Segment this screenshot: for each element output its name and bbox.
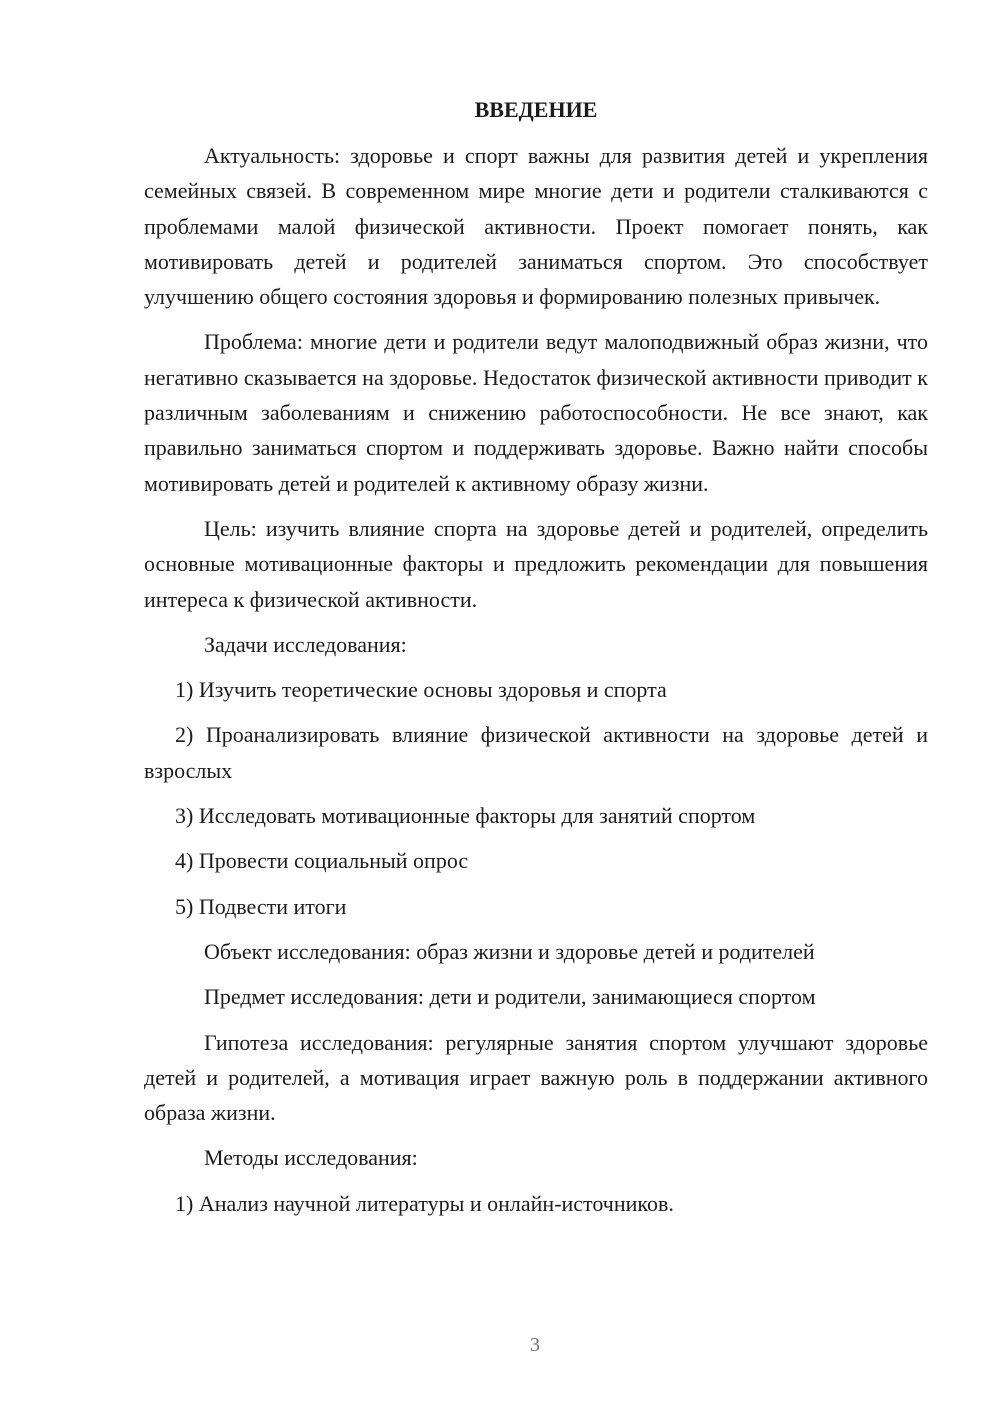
- relevance-paragraph: Актуальность: здоровье и спорт важны для развития детей и укрепления семейных связей. В современном мире многие дети и родители сталкиваются с проблемами малой физической активности. Проект помогает понять, как мотивировать детей и родителей заниматься спортом. Это способствует улучшению общего состояния здоровья и формированию полезных привычек.: [144, 143, 928, 310]
- hypothesis-paragraph: Гипотеза исследования: регулярные занятия спортом улучшают здоровье детей и родителей, а мотивация играет важную роль в поддержании активного образа жизни.: [144, 1029, 928, 1126]
- tasks-heading: Задачи исследования:: [204, 631, 407, 657]
- goal-paragraph: Цель: изучить влияние спорта на здоровье детей и родителей, определить основные мотивационные факторы и предложить рекомендации для повышения интереса к физической активности.: [144, 515, 928, 612]
- page-content: [144, 94, 928, 1231]
- task-item: 1) Изучить теоретические основы здоровья и спорта: [175, 677, 667, 703]
- method-item: 1) Анализ научной литературы и онлайн-источников.: [175, 1190, 674, 1216]
- page-number: 3: [530, 1334, 540, 1356]
- section-heading: ВВЕДЕНИЕ: [474, 97, 598, 122]
- subject-paragraph: Предмет исследования: дети и родители, занимающиеся спортом: [204, 984, 816, 1010]
- object-paragraph: Объект исследования: образ жизни и здоровье детей и родителей: [204, 938, 815, 964]
- problem-paragraph: Проблема: многие дети и родители ведут малоподвижный образ жизни, что негативно сказывается на здоровье. Недостаток физической активности приводит к различным заболеваниям и снижению работоспособности. Не все знают, как правильно заниматься спортом и поддерживать здоровье. Важно найти способы мотивировать детей и родителей к активному образу жизни.: [144, 329, 928, 496]
- task-item: 3) Исследовать мотивационные факторы для занятий спортом: [175, 803, 756, 829]
- task-item: 4) Провести социальный опрос: [175, 848, 469, 874]
- task-item: 5) Подвести итоги: [175, 893, 347, 919]
- task-item: 2) Проанализировать влияние физической активности на здоровье детей и взрослых: [144, 722, 928, 783]
- methods-heading: Методы исследования:: [204, 1145, 418, 1171]
